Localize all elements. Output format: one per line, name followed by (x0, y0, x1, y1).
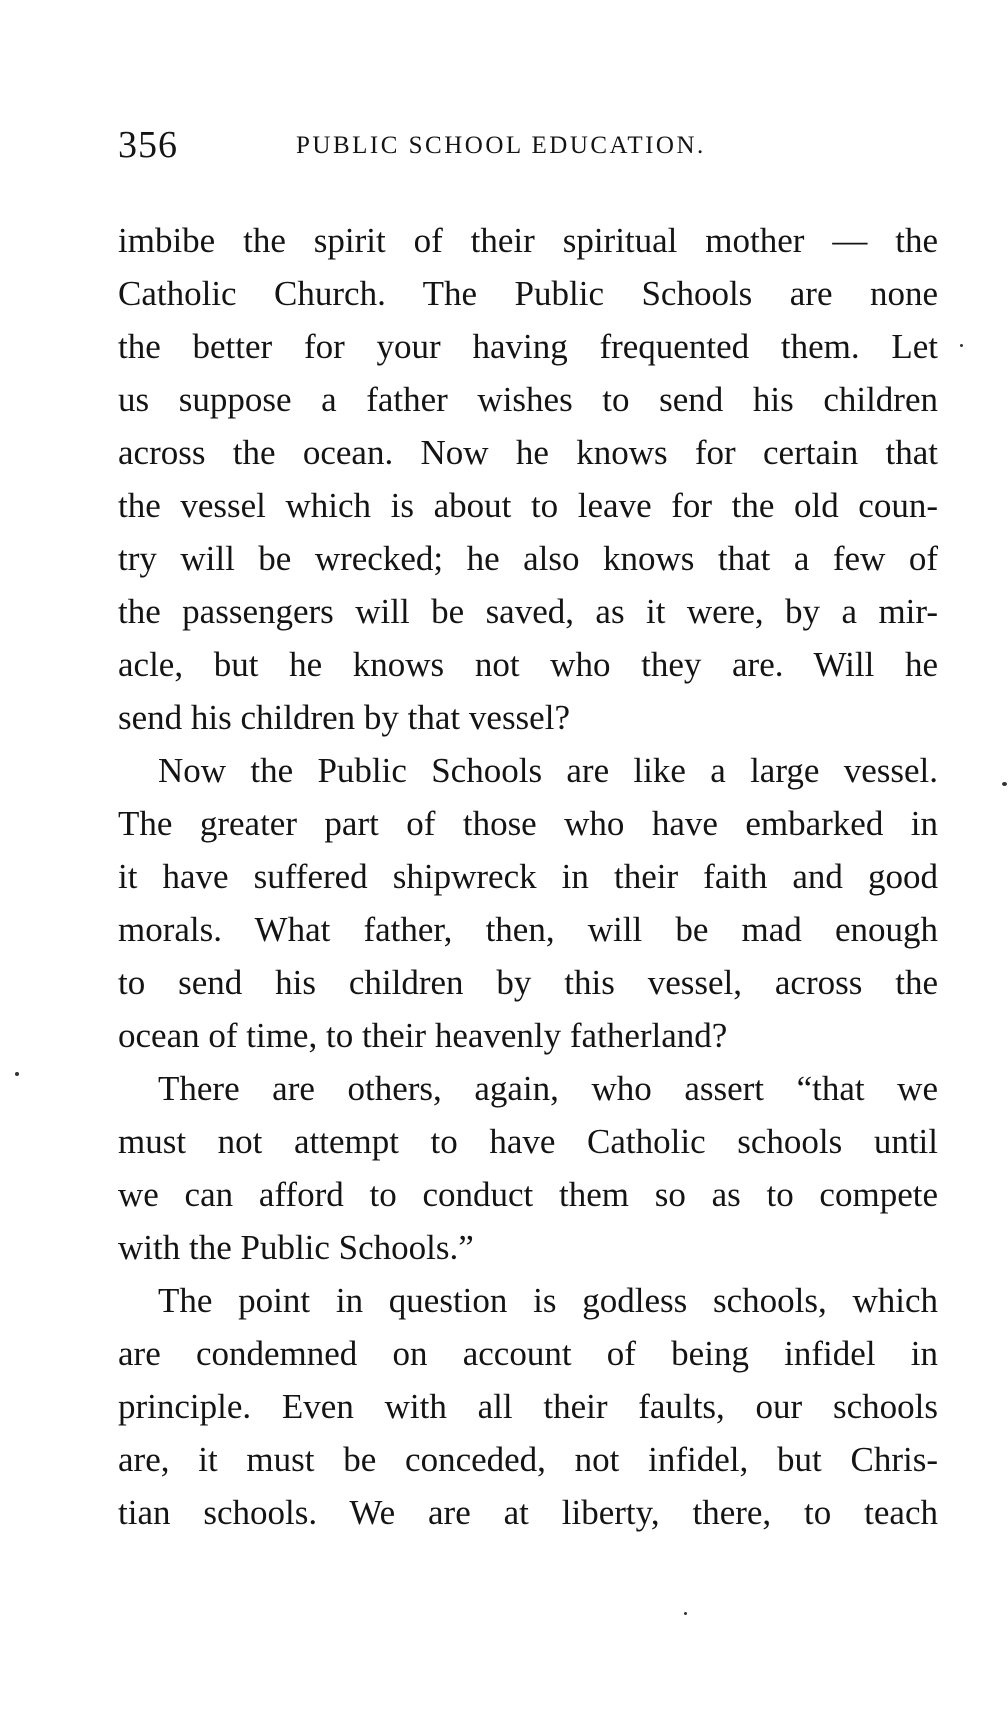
print-speck (1002, 782, 1007, 786)
paragraph-4 (118, 1274, 938, 1539)
text-line: to send his children by this vessel, across the (118, 963, 938, 1002)
text-line: The point in question is godless schools, which (158, 1281, 938, 1320)
text-line: are condemned on account of being infidel in (118, 1334, 938, 1373)
text-line: send his children by that vessel? (118, 698, 570, 737)
text-line: across the ocean. Now he knows for certain that (118, 433, 938, 472)
text-line: morals. What father, then, will be mad enough (118, 910, 938, 949)
page-number: 356 (118, 124, 178, 166)
text-line: with the Public Schools.” (118, 1228, 474, 1267)
running-head (118, 120, 938, 170)
text-line: Now the Public Schools are like a large vessel. (158, 751, 938, 790)
text-line: are, it must be conceded, not infidel, but Chris- (118, 1440, 938, 1479)
text-line: the better for your having frequented them. Let (118, 327, 938, 366)
print-speck (684, 1612, 687, 1615)
text-line: principle. Even with all their faults, our schools (118, 1387, 938, 1426)
text-line: Catholic Church. The Public Schools are none (118, 274, 938, 313)
text-line: tian schools. We are at liberty, there, to teach (118, 1493, 938, 1532)
print-speck (960, 344, 963, 347)
paragraph-2 (118, 744, 938, 1062)
text-line: imbibe the spirit of their spiritual mother — the (118, 221, 938, 260)
text-line: The greater part of those who have embarked in (118, 804, 938, 843)
text-line: try will be wrecked; he also knows that a few of (118, 539, 938, 578)
text-line: the passengers will be saved, as it were, by a mir- (118, 592, 938, 631)
text-line: must not attempt to have Catholic schools until (118, 1122, 938, 1161)
text-line: acle, but he knows not who they are. Will he (118, 645, 938, 684)
paragraph-3 (118, 1062, 938, 1274)
paragraph-1 (118, 214, 938, 744)
body-text (118, 214, 938, 1539)
text-line: we can afford to conduct them so as to compete (118, 1175, 938, 1214)
text-line: ocean of time, to their heavenly fatherland? (118, 1016, 728, 1055)
text-line: There are others, again, who assert “that we (158, 1069, 938, 1108)
text-line: the vessel which is about to leave for the old coun- (118, 486, 938, 525)
print-speck (15, 1072, 19, 1076)
running-title: PUBLIC SCHOOL EDUCATION. (296, 132, 706, 159)
text-line: us suppose a father wishes to send his children (118, 380, 938, 419)
text-line: it have suffered shipwreck in their faith and good (118, 857, 938, 896)
